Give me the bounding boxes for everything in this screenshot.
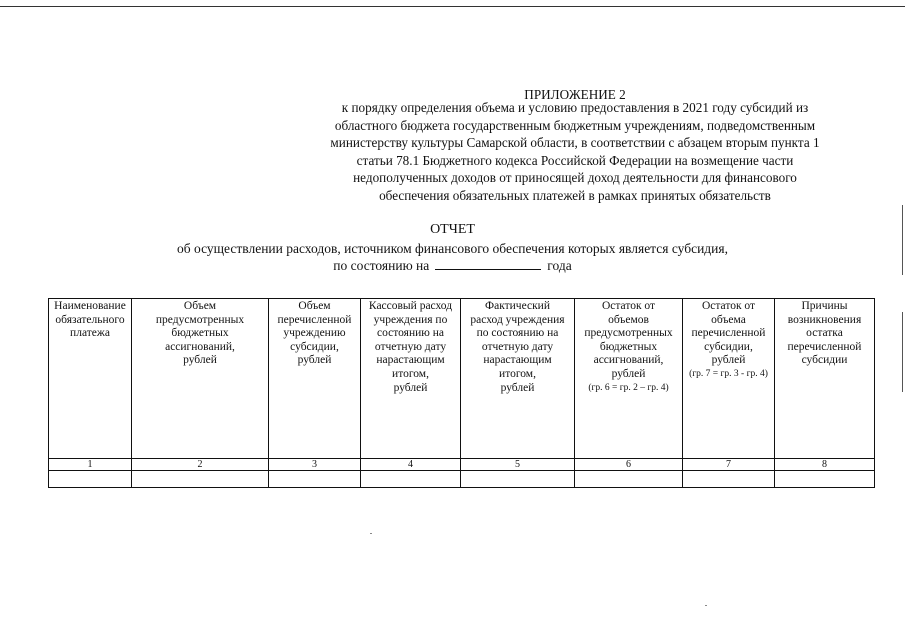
empty-cell <box>683 471 775 488</box>
header-cell-remaining-subsidy: Остаток от объема перечисленной субсидии, рублей (гр. 7 = гр. 3 - гр. 4) <box>683 299 775 459</box>
annex-line: статьи 78.1 Бюджетного кодекса Российской Федерации на возмещение части <box>356 152 794 168</box>
annex-line: к порядку определения объема и условию предоставления в 2021 году субсидий из <box>341 100 809 115</box>
empty-cell <box>461 471 575 488</box>
table-header-row <box>49 299 875 459</box>
annex-line: областного бюджета государственным бюджетным учреждениям, подведомственным <box>334 117 816 133</box>
header-cell-remaining-allocations: Остаток от объемов предусмотренных бюджетных ассигнований, рублей (гр. 6 = гр. 2 – гр. 4) <box>575 299 683 459</box>
header-cell-name: Наименование обязательного платежа <box>49 299 132 459</box>
column-number: 8 <box>775 459 875 471</box>
header-cell-actual-expense: Фактический расход учреждения по состоянию на отчетную дату нарастающим итогом, рублей <box>461 299 575 459</box>
annex-line: недополученных доходов от приносящей доход деятельности для финансового <box>353 170 797 185</box>
report-date-suffix: года <box>547 258 572 273</box>
empty-cell <box>49 471 132 488</box>
table-row <box>49 471 875 488</box>
report-date-prefix: по состоянию на <box>333 258 430 273</box>
header-cell-cash-expense: Кассовый расход учреждения по состоянию на отчетную дату нарастающим итогом, рублей <box>361 299 461 459</box>
annex-title: ПРИЛОЖЕНИЕ 2 <box>524 87 626 102</box>
formula-col7: (гр. 7 = гр. 3 - гр. 4) <box>689 368 768 379</box>
report-date-blank <box>435 257 541 270</box>
report-date-line <box>40 257 865 274</box>
annex-line: министерству культуры Самарской области, в соответствии с абзацем вторым пункта 1 <box>330 135 820 150</box>
column-number: 3 <box>269 459 361 471</box>
report-subtitle-line: об осуществлении расходов, источником финансового обеспечения которых является субсидия, <box>177 241 728 256</box>
report-table <box>48 298 875 488</box>
header-cell-reasons: Причины возникновения остатка перечисленной субсидии <box>775 299 875 459</box>
column-number: 2 <box>132 459 269 471</box>
empty-cell <box>269 471 361 488</box>
column-number-row <box>49 459 875 471</box>
scan-speck <box>370 533 372 534</box>
scan-speck <box>705 605 707 606</box>
report-subtitle <box>40 240 865 274</box>
header-cell-transferred: Объем перечисленной учреждению субсидии, рублей <box>269 299 361 459</box>
empty-cell <box>361 471 461 488</box>
column-number: 1 <box>49 459 132 471</box>
top-border-line <box>0 6 905 7</box>
scan-edge-mark <box>902 205 903 275</box>
formula-col6: (гр. 6 = гр. 2 – гр. 4) <box>588 382 669 393</box>
scan-edge-mark <box>902 312 903 392</box>
annex-line: обеспечения обязательных платежей в рамках принятых обязательств <box>379 187 771 203</box>
column-number: 5 <box>461 459 575 471</box>
header-cell-planned: Объем предусмотренных бюджетных ассигнований, рублей <box>132 299 269 459</box>
empty-cell <box>775 471 875 488</box>
empty-cell <box>132 471 269 488</box>
empty-cell <box>575 471 683 488</box>
column-number: 4 <box>361 459 461 471</box>
column-number: 6 <box>575 459 683 471</box>
report-title: ОТЧЕТ <box>430 222 475 237</box>
annex-body <box>280 99 870 204</box>
column-number: 7 <box>683 459 775 471</box>
